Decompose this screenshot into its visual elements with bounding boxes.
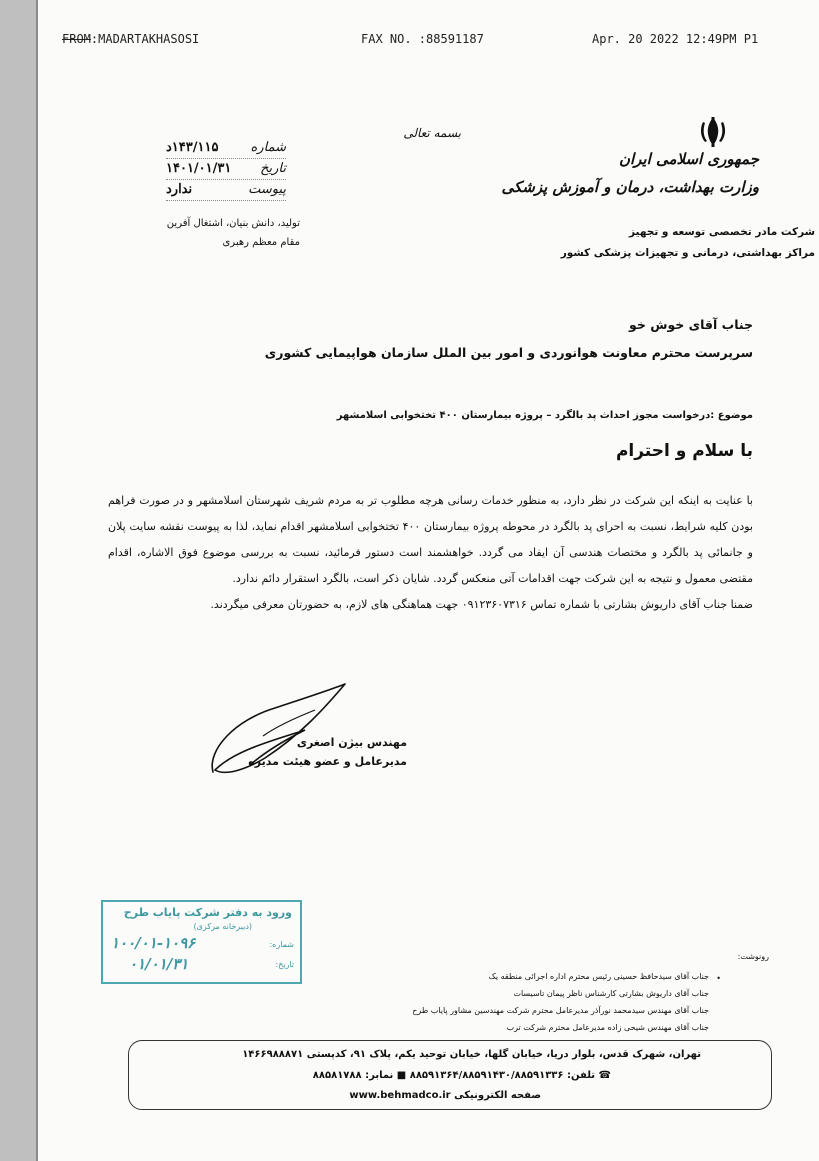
meta-number-value: ۱۴۳/۱۱۵د: [166, 140, 219, 155]
phone-icon: ☎: [598, 1070, 611, 1081]
bismillah: بسمه تعالی: [403, 126, 461, 140]
cc-item: جناب آقای سیدحافظ حسینی رئیس محترم اداره اجرائی منطقه یک: [488, 972, 709, 981]
registry-stamp: [101, 900, 302, 984]
stamp-date-value: ۰۱/۰۱/۳۱: [129, 955, 189, 973]
letter-subject: موضوع :درخواست مجوز احداث پد بالگرد – پروژه بیمارستان ۴۰۰ تختخوابی اسلامشهر: [336, 410, 753, 421]
signatory-title: مدیرعامل و عضو هیئت مدیره: [248, 755, 407, 768]
stamp-date-label: تاریخ:: [275, 960, 294, 969]
fax-from-value: :MADARTAKHASOSI: [90, 32, 200, 46]
ministry-line-1: جمهوری اسلامی ایران: [618, 150, 759, 168]
fax-icon: ■: [396, 1070, 407, 1081]
scan-edge-line: [36, 0, 38, 1161]
motto-line: تولید، دانش بنیان، اشتغال آفرین: [166, 218, 300, 229]
ministry-line-2: وزارت بهداشت، درمان و آموزش پزشکی: [501, 178, 759, 196]
cc-item: جناب آقای مهندس سیدمحمد نورآذر مدیرعامل محترم شرکت مهندسین مشاور پایاب طرح: [412, 1006, 709, 1015]
meta-date-label: تاریخ: [260, 161, 286, 176]
fax-datetime: Apr. 20 2022 12:49PM P1: [592, 32, 759, 46]
greeting: با سلام و احترام: [615, 441, 753, 461]
body-paragraph-2: ضمنا جناب آقای داریوش بشارتی با شماره تماس ۰۹۱۲۳۶۰۷۳۱۶ جهت هماهنگی های لازم، به حضورتان معرفی میگردند.: [210, 598, 753, 611]
signatory-name: مهندس بیژن اصغری: [296, 736, 407, 749]
recipient-title: سرپرست محترم معاونت هوانوردی و امور بین الملل سازمان هواپیمایی کشوری: [264, 345, 753, 360]
stamp-subtitle: (دبیرخانه مرکزی): [193, 922, 252, 931]
footer-fax: ۸۸۵۸۱۷۸۸: [312, 1070, 362, 1081]
scan-edge: [0, 0, 36, 1161]
fax-from-tag: FROM: [62, 32, 91, 46]
cc-bullet: •: [716, 974, 721, 983]
letter-body: [108, 488, 753, 618]
org-line-1: شرکت مادر تخصصی توسعه و تجهیز: [629, 226, 815, 238]
meta-attach-label: پیوست: [248, 182, 286, 197]
cc-item: جناب آقای داریوش بشارتی کارشناس ناظر پیمان تاسیسات: [513, 989, 709, 998]
recipient-name: جناب آقای خوش خو: [629, 317, 753, 332]
org-line-2: مراکز بهداشتی، درمانی و تجهیزات پزشکی کشور: [560, 247, 815, 259]
meta-date-row: [166, 159, 286, 180]
footer-web: [349, 1090, 541, 1101]
cc-item: جناب آقای مهندس شیحی زاده مدیرعامل محترم شرکت ترب: [506, 1023, 709, 1032]
footer-fax-label: نمابر:: [365, 1070, 394, 1081]
meta-attach-value: ندارد: [166, 182, 193, 197]
stamp-number-label: شماره:: [269, 940, 294, 949]
footer-phone: ۸۸۵۹۱۳۶۴/۸۸۵۹۱۴۳۰/۸۸۵۹۱۳۳۶: [409, 1070, 564, 1081]
meta-number-label: شماره: [250, 140, 286, 155]
iran-emblem-icon: [695, 114, 731, 150]
fax-number: FAX NO. :88591187: [361, 32, 484, 46]
fax-from: [62, 32, 199, 46]
footer-phone-label: تلفن:: [567, 1070, 596, 1081]
footer-address: تهران، شهرک قدس، بلوار دریا، خیابان گلها، خیابان توحید یکم، پلاک ۹۱، کدپستی ۱۴۶۶۹۸۸۸۷۱: [242, 1049, 701, 1060]
letterhead-footer: [128, 1040, 772, 1110]
body-paragraph-1: با عنایت به اینکه این شرکت در نظر دارد، به منظور خدمات رسانی هرچه مطلوب تر به مردم شریف شهرستان اسلامشهر و در صورت فراهم بودن کلیه شرایط، نسبت به احرای پد بالگرد در محوطه پروژه بیمارستان ۴۰۰ تختخوابی اسلامشهر اقدام نماید، لذا به پیوست نقشه سایت پلان و جانمائی پد بالگرد و مختصات هندسی آن ایفاد می گردد. خواهشمند است دستور فرمائید، نسبت به بررسی موضوع فوق الاشاره، اقدام مقتضی معمول و نتیجه به این شرکت جهت اقدامات آتی منعکس گردد. شایان ذکر است، بالگرد استقرار دائم ندارد.: [108, 494, 753, 585]
cc-list: [412, 968, 709, 1036]
meta-date-value: ۱۴۰۱/۰۱/۳۱: [166, 161, 232, 176]
letter-meta: [166, 138, 286, 201]
stamp-title: ورود به دفتر شرکت پایاب طرح: [123, 906, 292, 919]
footer-web-label: صفحه الکترونیکی: [454, 1090, 541, 1101]
motto-source: مقام معظم رهبری: [222, 237, 300, 248]
meta-number-row: [166, 138, 286, 159]
footer-phone-fax: [313, 1070, 611, 1081]
cc-title: رونوشت:: [737, 952, 769, 961]
meta-attach-row: [166, 180, 286, 201]
footer-web-url: www.behmadco.ir: [349, 1090, 451, 1101]
stamp-number-value: ۱۰۰/۰۱-۱۰۹۶: [111, 934, 196, 952]
